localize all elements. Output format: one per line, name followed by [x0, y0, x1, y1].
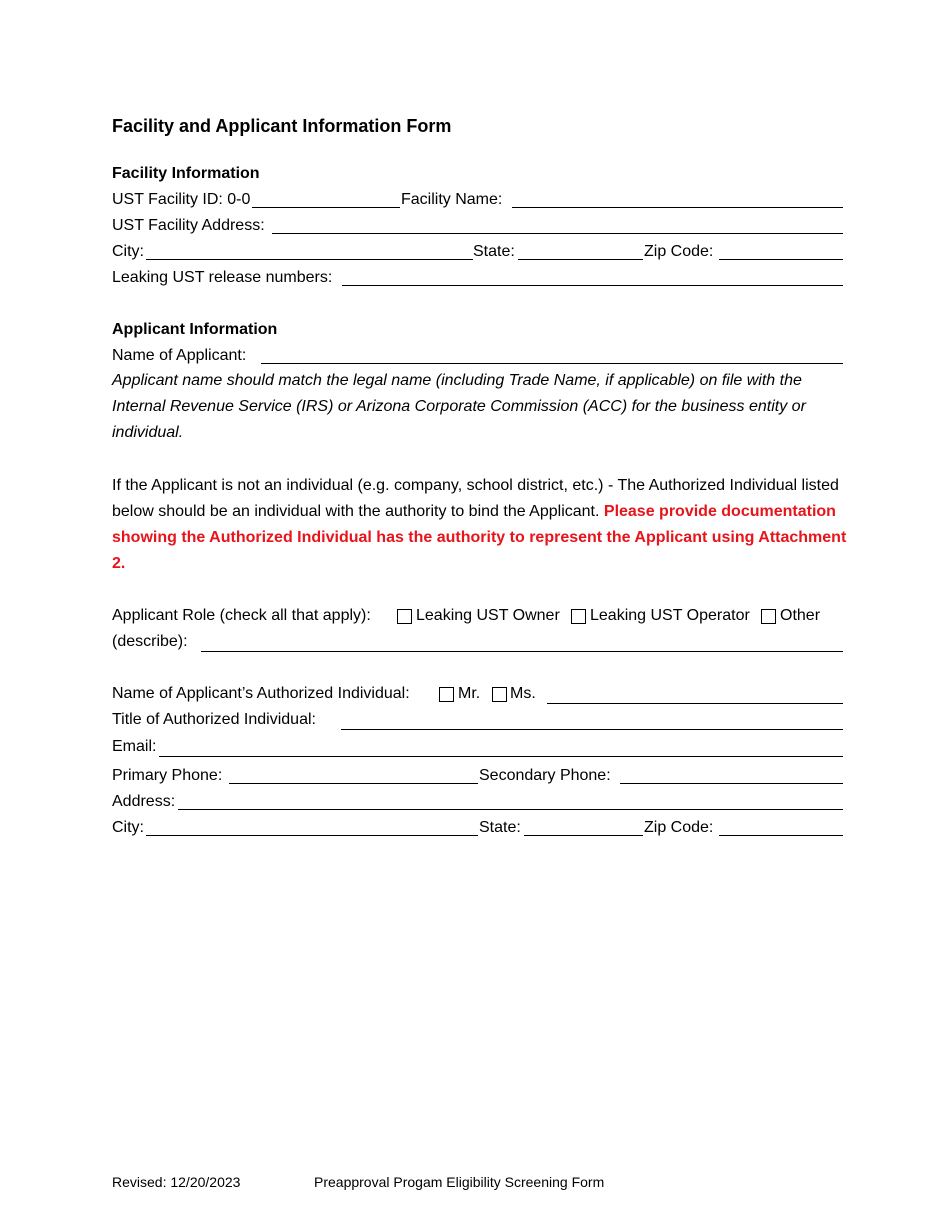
ust-facility-id-label: UST Facility ID: 0-0	[112, 191, 251, 208]
authority-text: If the Applicant is not an individual (e.g. company, school district, etc.) - The Authorized Individual listed below should be an individual with the authority to bind the Applicant.	[112, 477, 839, 520]
authorized-name-field[interactable]	[547, 703, 843, 704]
state-field[interactable]	[524, 835, 643, 836]
role-owner-checkbox[interactable]	[397, 609, 412, 624]
ust-facility-id-field[interactable]	[252, 207, 400, 208]
facility-address-label: UST Facility Address:	[112, 217, 265, 234]
facility-city-field[interactable]	[146, 259, 473, 260]
applicant-name-field[interactable]	[261, 363, 843, 364]
address-field[interactable]	[178, 809, 843, 810]
release-numbers-field[interactable]	[342, 285, 843, 286]
page-title: Facility and Applicant Information Form	[112, 116, 452, 136]
state-label: State:	[479, 819, 521, 836]
secondary-phone-field[interactable]	[620, 783, 843, 784]
role-operator-checkbox[interactable]	[571, 609, 586, 624]
role-other-checkbox[interactable]	[761, 609, 776, 624]
city-label: City:	[112, 819, 144, 836]
facility-zip-field[interactable]	[719, 259, 843, 260]
footer-revised: Revised: 12/20/2023	[112, 1174, 241, 1190]
role-describe-field[interactable]	[201, 651, 843, 652]
address-label: Address:	[112, 793, 176, 810]
mr-label: Mr.	[458, 685, 481, 702]
zip-field[interactable]	[719, 835, 843, 836]
role-describe-label: (describe):	[112, 633, 188, 650]
secondary-phone-label: Secondary Phone:	[479, 767, 611, 784]
applicant-name-note: Applicant name should match the legal name (including Trade Name, if applicable) on file with the Internal Revenue Service (IRS) or Arizona Corporate Commission (ACC) for the business entity or individual.	[112, 372, 806, 441]
authorized-title-label: Title of Authorized Individual:	[112, 711, 316, 728]
role-owner-label: Leaking UST Owner	[416, 607, 560, 624]
email-label: Email:	[112, 738, 157, 755]
facility-zip-label: Zip Code:	[644, 243, 714, 260]
email-field[interactable]	[159, 756, 843, 757]
primary-phone-label: Primary Phone:	[112, 767, 223, 784]
role-operator-label: Leaking UST Operator	[590, 607, 750, 624]
primary-phone-field[interactable]	[229, 783, 478, 784]
authority-paragraph	[112, 473, 847, 577]
authorized-name-label: Name of Applicant’s Authorized Individual:	[112, 685, 410, 702]
role-other-label: Other	[780, 607, 821, 624]
applicant-section-heading: Applicant Information	[112, 321, 278, 338]
facility-state-field[interactable]	[518, 259, 643, 260]
applicant-role-label: Applicant Role (check all that apply):	[112, 607, 371, 624]
mr-checkbox[interactable]	[439, 687, 454, 702]
facility-city-label: City:	[112, 243, 144, 260]
footer-form-name: Preapproval Progam Eligibility Screening Form	[314, 1174, 605, 1190]
facility-section-heading: Facility Information	[112, 165, 260, 182]
ms-checkbox[interactable]	[492, 687, 507, 702]
release-numbers-label: Leaking UST release numbers:	[112, 269, 333, 286]
city-field[interactable]	[146, 835, 478, 836]
authorized-title-field[interactable]	[341, 729, 843, 730]
zip-label: Zip Code:	[644, 819, 714, 836]
applicant-name-label: Name of Applicant:	[112, 347, 247, 364]
ms-label: Ms.	[510, 685, 536, 702]
facility-state-label: State:	[473, 243, 515, 260]
facility-name-field[interactable]	[512, 207, 843, 208]
facility-address-field[interactable]	[272, 233, 843, 234]
facility-name-label: Facility Name:	[401, 191, 503, 208]
authority-warning: Please provide documentation showing the Authorized Individual has the authority to represent the Applicant using Attachment 2.	[112, 503, 847, 572]
